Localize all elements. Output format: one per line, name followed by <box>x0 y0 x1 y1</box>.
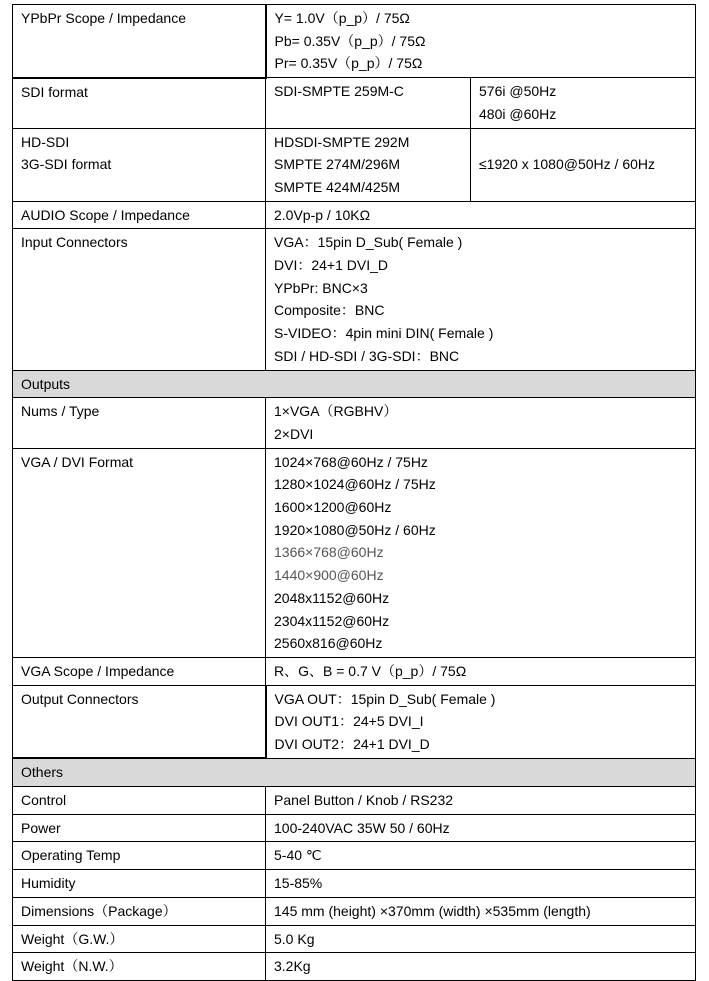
table-row <box>13 128 696 201</box>
value-line: Composite：BNC <box>274 302 385 319</box>
value-line: 1600×1200@60Hz <box>274 499 392 516</box>
value-line: Pr= 0.35V（p_p）/ 75Ω <box>274 55 423 72</box>
spec-label: VGA Scope / Impedance <box>13 657 266 685</box>
value-line: Pb= 0.35V（p_p）/ 75Ω <box>274 32 426 49</box>
table-row <box>13 814 696 842</box>
spec-value: 3.2Kg <box>266 953 696 981</box>
value-line: VGA：15pin D_Sub( Female ) <box>274 234 463 251</box>
spec-label: SDI format <box>13 78 266 128</box>
spec-value: 100-240VAC 35W 50 / 60Hz <box>266 814 696 842</box>
value-line: 1×VGA（RGBHV） <box>274 403 398 420</box>
spec-label: Control <box>13 787 266 815</box>
value-line: 2304x1152@60Hz <box>274 612 390 629</box>
spec-value: 5.0 Kg <box>266 925 696 953</box>
table-row <box>13 787 696 815</box>
table-row <box>13 229 696 370</box>
value-line: VGA OUT：15pin D_Sub( Female ) <box>274 690 496 707</box>
value-line: 576i @50Hz <box>479 83 557 100</box>
spec-value <box>266 229 696 370</box>
spec-value <box>266 448 696 657</box>
spec-label: AUDIO Scope / Impedance <box>13 201 266 229</box>
spec-label: Dimensions（Package） <box>13 897 266 925</box>
spec-label: Operating Temp <box>13 842 266 870</box>
value-line: 2048x1152@60Hz <box>274 589 390 606</box>
spec-label: Output Connectors <box>13 685 266 758</box>
table-row <box>13 953 696 981</box>
table-row <box>13 685 696 758</box>
table-row <box>13 925 696 953</box>
spec-label: Power <box>13 814 266 842</box>
spec-table <box>12 4 696 981</box>
spec-value: 5-40 ℃ <box>266 842 696 870</box>
value-line: Y= 1.0V（p_p）/ 75Ω <box>274 10 410 26</box>
value-line: 480i @60Hz <box>479 105 557 122</box>
value-line: DVI：24+1 DVI_D <box>274 257 388 274</box>
spec-value: 145 mm (height) ×370mm (width) ×535mm (length) <box>266 897 696 925</box>
section-header-others: Others <box>13 758 696 786</box>
spec-label: Input Connectors <box>13 229 266 370</box>
table-row <box>13 398 696 448</box>
table-row <box>13 842 696 870</box>
value-line: YPbPr: BNC×3 <box>274 279 368 296</box>
spec-label: VGA / DVI Format <box>13 448 266 657</box>
value-line: 2×DVI <box>274 425 314 442</box>
spec-value <box>266 398 696 448</box>
value-line: S-VIDEO：4pin mini DIN( Female ) <box>274 325 494 342</box>
value-line: 1920×1080@50Hz / 60Hz <box>274 521 436 538</box>
spec-value <box>266 5 696 78</box>
spec-label: YPbPr Scope / Impedance <box>13 5 266 78</box>
spec-value: ≤1920 x 1080@50Hz / 60Hz <box>471 128 696 201</box>
value-line: 2560x816@60Hz <box>274 635 383 652</box>
section-row <box>13 758 696 786</box>
value-line: SDI / HD-SDI / 3G-SDI：BNC <box>274 347 460 364</box>
spec-label: Weight（G.W.） <box>13 925 266 953</box>
table-row <box>13 201 696 229</box>
value-line: DVI OUT1：24+5 DVI_I <box>274 713 424 730</box>
spec-value <box>266 128 471 201</box>
table-row <box>13 897 696 925</box>
value-line: 1280×1024@60Hz / 75Hz <box>274 476 436 493</box>
value-line: 1366×768@60Hz <box>274 544 384 561</box>
value-line: 1440×900@60Hz <box>274 567 384 584</box>
section-row <box>13 370 696 398</box>
spec-value <box>471 78 696 128</box>
section-header-outputs: Outputs <box>13 370 696 398</box>
spec-value <box>266 685 696 758</box>
table-row <box>13 448 696 657</box>
value-line: 1024×768@60Hz / 75Hz <box>274 453 428 470</box>
table-row <box>13 870 696 898</box>
spec-label: Weight（N.W.） <box>13 953 266 981</box>
table-row <box>13 5 696 78</box>
value-line: HDSDI-SMPTE 292M <box>274 133 410 150</box>
spec-value: 15-85% <box>266 870 696 898</box>
spec-label: Nums / Type <box>13 398 266 448</box>
value-line: SMPTE 274M/296M <box>274 156 401 173</box>
spec-label: Humidity <box>13 870 266 898</box>
spec-value: R、G、B = 0.7 V（p_p）/ 75Ω <box>266 657 696 685</box>
value-line: DVI OUT2：24+1 DVI_D <box>274 736 430 753</box>
spec-label: HD-SDI 3G-SDI format <box>13 128 266 201</box>
spec-value: 2.0Vp-p / 10KΩ <box>266 201 696 229</box>
spec-value: SDI-SMPTE 259M-C <box>266 78 471 128</box>
table-row <box>13 657 696 685</box>
spec-value: Panel Button / Knob / RS232 <box>266 787 696 815</box>
value-line: SMPTE 424M/425M <box>274 178 401 195</box>
table-row <box>13 78 696 128</box>
